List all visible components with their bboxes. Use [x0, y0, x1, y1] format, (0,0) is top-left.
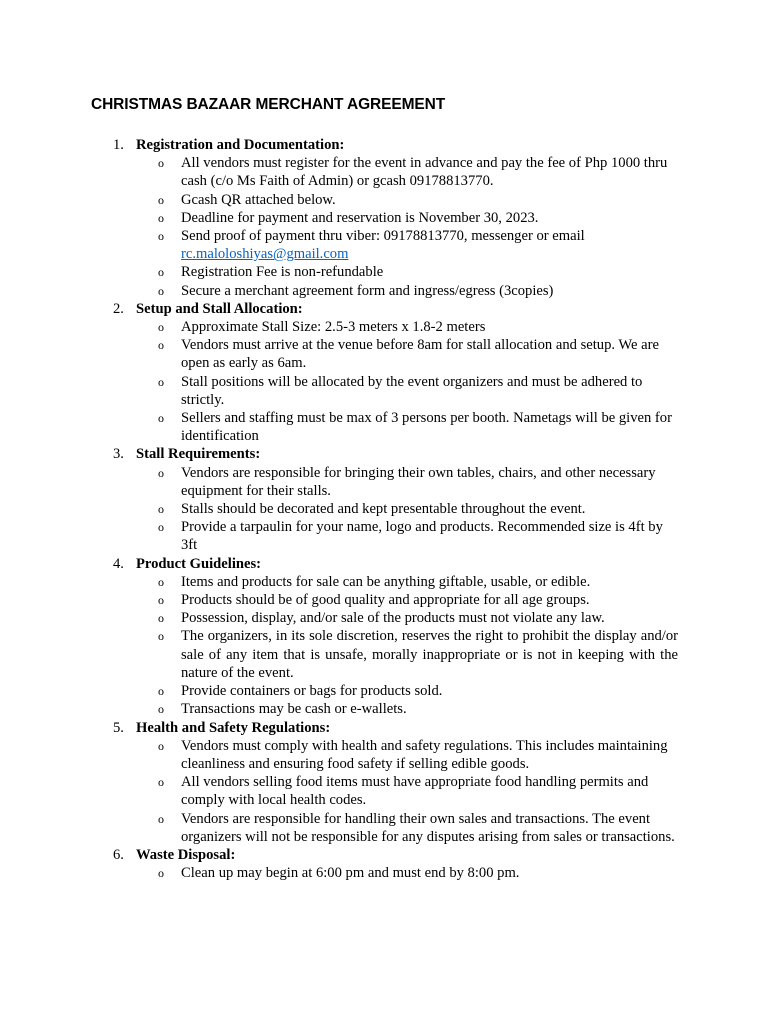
list-item-text: Clean up may begin at 6:00 pm and must end by 8:00 pm. — [181, 865, 520, 882]
list-item-text: All vendors selling food items must have appropriate food handling permits and comply with local health codes. — [181, 774, 649, 809]
section-5 — [0, 719, 768, 846]
list-item — [136, 263, 678, 281]
list-item — [136, 191, 678, 209]
bullet-circle-icon: o — [158, 574, 164, 589]
section-number: 1. — [113, 137, 124, 153]
list-item — [136, 336, 678, 372]
list-item — [136, 282, 678, 300]
bullet-circle-icon: o — [158, 265, 164, 280]
bullet-circle-icon: o — [158, 210, 164, 225]
list-item-text: Sellers and staffing must be max of 3 persons per booth. Nametags will be given for identification — [181, 410, 672, 445]
list-item-text: Secure a merchant agreement form and ingress/egress (3copies) — [181, 282, 554, 299]
bullet-circle-icon: o — [158, 629, 164, 644]
list-item-text: Products should be of good quality and appropriate for all age groups. — [181, 592, 590, 609]
list-item-text: Approximate Stall Size: 2.5-3 meters x 1.8-2 meters — [181, 319, 486, 336]
list-item — [136, 864, 678, 882]
list-item-text: Registration Fee is non-refundable — [181, 264, 384, 281]
section-number: 6. — [113, 846, 124, 863]
email-link[interactable]: rc.maloloshiyas@gmail.com — [181, 246, 349, 263]
list-item — [136, 500, 678, 518]
bullet-circle-icon: o — [158, 520, 164, 535]
list-item — [136, 464, 678, 500]
list-item — [136, 573, 678, 591]
section-number: 2. — [113, 300, 124, 317]
list-item-text: Stall positions will be allocated by the event organizers and must be adhered to strictly. — [181, 373, 643, 408]
section-title: Product Guidelines: — [136, 555, 262, 572]
list-item-text: Provide containers or bags for products sold. — [181, 683, 443, 700]
section-title: Stall Requirements: — [136, 446, 261, 463]
bullet-circle-icon: o — [158, 156, 164, 171]
bullet-circle-icon: o — [158, 320, 164, 335]
bullet-circle-icon: o — [158, 229, 164, 244]
bullet-circle-icon: o — [158, 283, 164, 298]
bullet-list — [136, 573, 768, 719]
list-item-text: Vendors must comply with health and safety regulations. This includes maintaining cleanliness and ensuring food safety if selling edible goods. — [181, 737, 668, 772]
section-4 — [0, 555, 768, 719]
bullet-circle-icon: o — [158, 811, 164, 826]
bullet-circle-icon: o — [158, 611, 164, 626]
list-item — [136, 609, 678, 627]
bullet-list — [136, 737, 768, 846]
bullet-circle-icon: o — [158, 738, 164, 753]
bullet-circle-icon: o — [158, 702, 164, 717]
list-item — [136, 227, 678, 263]
bullet-circle-icon: o — [158, 374, 164, 389]
list-item — [136, 409, 678, 445]
bullet-circle-icon: o — [158, 866, 164, 881]
bullet-circle-icon: o — [158, 338, 164, 353]
bullet-list — [136, 318, 768, 445]
bullet-circle-icon: o — [158, 502, 164, 517]
bullet-list — [136, 154, 768, 300]
section-title: Setup and Stall Allocation: — [136, 300, 303, 317]
section-number: 3. — [113, 446, 124, 463]
list-item-text: Stalls should be decorated and kept presentable throughout the event. — [181, 501, 586, 518]
list-item-text: Possession, display, and/or sale of the products must not violate any law. — [181, 610, 605, 627]
list-item-text: Vendors are responsible for handling their own sales and transactions. The event organizers will not be responsible for any disputes arising from sales or transactions. — [181, 810, 675, 845]
list-item — [136, 682, 678, 700]
section-title: Registration and Documentation: — [136, 137, 345, 153]
list-item-text: All vendors must register for the event in advance and pay the fee of Php 1000 thru cash (c/o Ms Faith of Admin) or gcash 09178813770. — [181, 155, 668, 190]
list-item-text: Vendors must arrive at the venue before 8am for stall allocation and setup. We are open as early as 6am. — [181, 337, 659, 372]
list-item-text: Gcash QR attached below. — [181, 191, 336, 208]
section-number: 5. — [113, 719, 124, 736]
bullet-circle-icon: o — [158, 593, 164, 608]
bullet-circle-icon: o — [158, 192, 164, 207]
section-3 — [0, 445, 768, 554]
list-item-text: Transactions may be cash or e-wallets. — [181, 701, 407, 718]
list-item — [136, 209, 678, 227]
list-item — [136, 810, 678, 846]
section-number: 4. — [113, 555, 124, 572]
list-item — [136, 737, 678, 773]
list-item-text: The organizers, in its sole discretion, reserves the right to prohibit the display and/or sale of any item that is unsafe, morally inappropriate or is not in keeping with the nature of the event. — [181, 628, 678, 681]
list-item-text: Vendors are responsible for bringing their own tables, chairs, and other necessary equipment for their stalls. — [181, 464, 656, 499]
bullet-circle-icon: o — [158, 411, 164, 426]
list-item — [136, 700, 678, 718]
list-item — [136, 773, 678, 809]
list-item — [136, 154, 678, 190]
list-item — [136, 591, 678, 609]
bullet-circle-icon: o — [158, 465, 164, 480]
section-6 — [0, 846, 768, 882]
list-item — [136, 518, 678, 554]
list-item — [136, 318, 678, 336]
list-item-text: Items and products for sale can be anything giftable, usable, or edible. — [181, 573, 591, 590]
list-item — [136, 627, 678, 682]
list-item — [136, 373, 678, 409]
list-item-text: Send proof of payment thru viber: 09178813770, messenger or email — [181, 228, 585, 245]
section-2 — [0, 300, 768, 446]
bullet-list — [136, 864, 768, 882]
section-1 — [0, 136, 768, 300]
document-title: CHRISTMAS BAZAAR MERCHANT AGREEMENT — [91, 96, 446, 113]
list-item-text: Deadline for payment and reservation is November 30, 2023. — [181, 209, 539, 226]
bullet-circle-icon: o — [158, 775, 164, 790]
bullet-circle-icon: o — [158, 684, 164, 699]
section-list — [0, 136, 768, 882]
bullet-list — [136, 464, 768, 555]
section-title: Health and Safety Regulations: — [136, 719, 331, 736]
section-title: Waste Disposal: — [136, 846, 236, 863]
list-item-text: Provide a tarpaulin for your name, logo and products. Recommended size is 4ft by 3ft — [181, 519, 663, 554]
